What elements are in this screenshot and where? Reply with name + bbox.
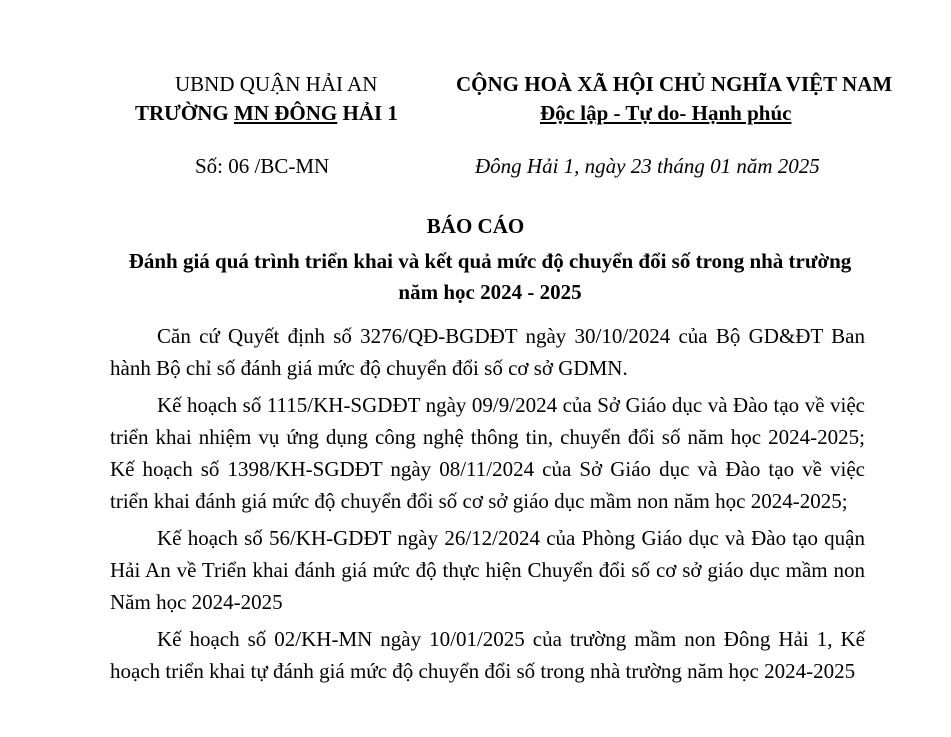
school-name-part-1: TRƯỜNG (135, 101, 234, 125)
document-number: Số: 06 /BC-MN (195, 154, 330, 178)
report-title: BÁO CÁO (426, 214, 525, 238)
national-motto: Độc lập - Tự do- Hạnh phúc (540, 101, 792, 125)
school-name (135, 101, 398, 126)
paragraph: Kế hoạch số 1115/KH-SGDĐT ngày 09/9/2024 của Sở Giáo dục và Đào tạo về việc triển khai nhiệm vụ ứng dụng công nghệ thông tin, chuyển đổi số năm học 2024-2025; Kế hoạch số 1398/KH-SGDĐT ngày 08/11/2024 của Sở Giáo dục và Đào tạo về việc triển khai đánh giá mức độ chuyển đổi số cơ sở giáo dục mầm non năm học 2024-2025; (110, 393, 865, 513)
paragraph: Kế hoạch số 56/KH-GDĐT ngày 26/12/2024 của Phòng Giáo dục và Đào tạo quận Hải An về Triển khai đánh giá mức độ thực hiện Chuyển đổi số cơ sở giáo dục mầm non Năm học 2024-2025 (110, 526, 865, 614)
report-subtitle: Đánh giá quá trình triển khai và kết quả mức độ chuyển đổi số trong nhà trường năm học 2024 - 2025 (128, 249, 852, 304)
school-name-part-3: HẢI 1 (337, 101, 398, 125)
paragraph: Căn cứ Quyết định số 3276/QĐ-BGDĐT ngày 30/10/2024 của Bộ GD&ĐT Ban hành Bộ chỉ số đánh giá mức độ chuyển đổi số cơ sở GDMN. (110, 324, 865, 380)
school-name-part-2: MN ĐÔNG (233, 101, 338, 125)
national-title: CỘNG HOÀ XÃ HỘI CHỦ NGHĨA VIỆT NAM (456, 72, 893, 96)
paragraph: Kế hoạch số 02/KH-MN ngày 10/01/2025 của trường mầm non Đông Hải 1, Kế hoạch triển khai tự đánh giá mức độ chuyển đổi số trong nhà trường năm học 2024-2025 (110, 627, 865, 683)
place-date: Đông Hải 1, ngày 23 tháng 01 năm 2025 (475, 154, 820, 178)
org-name: UBND QUẬN HẢI AN (175, 72, 378, 96)
report-body (110, 320, 865, 692)
